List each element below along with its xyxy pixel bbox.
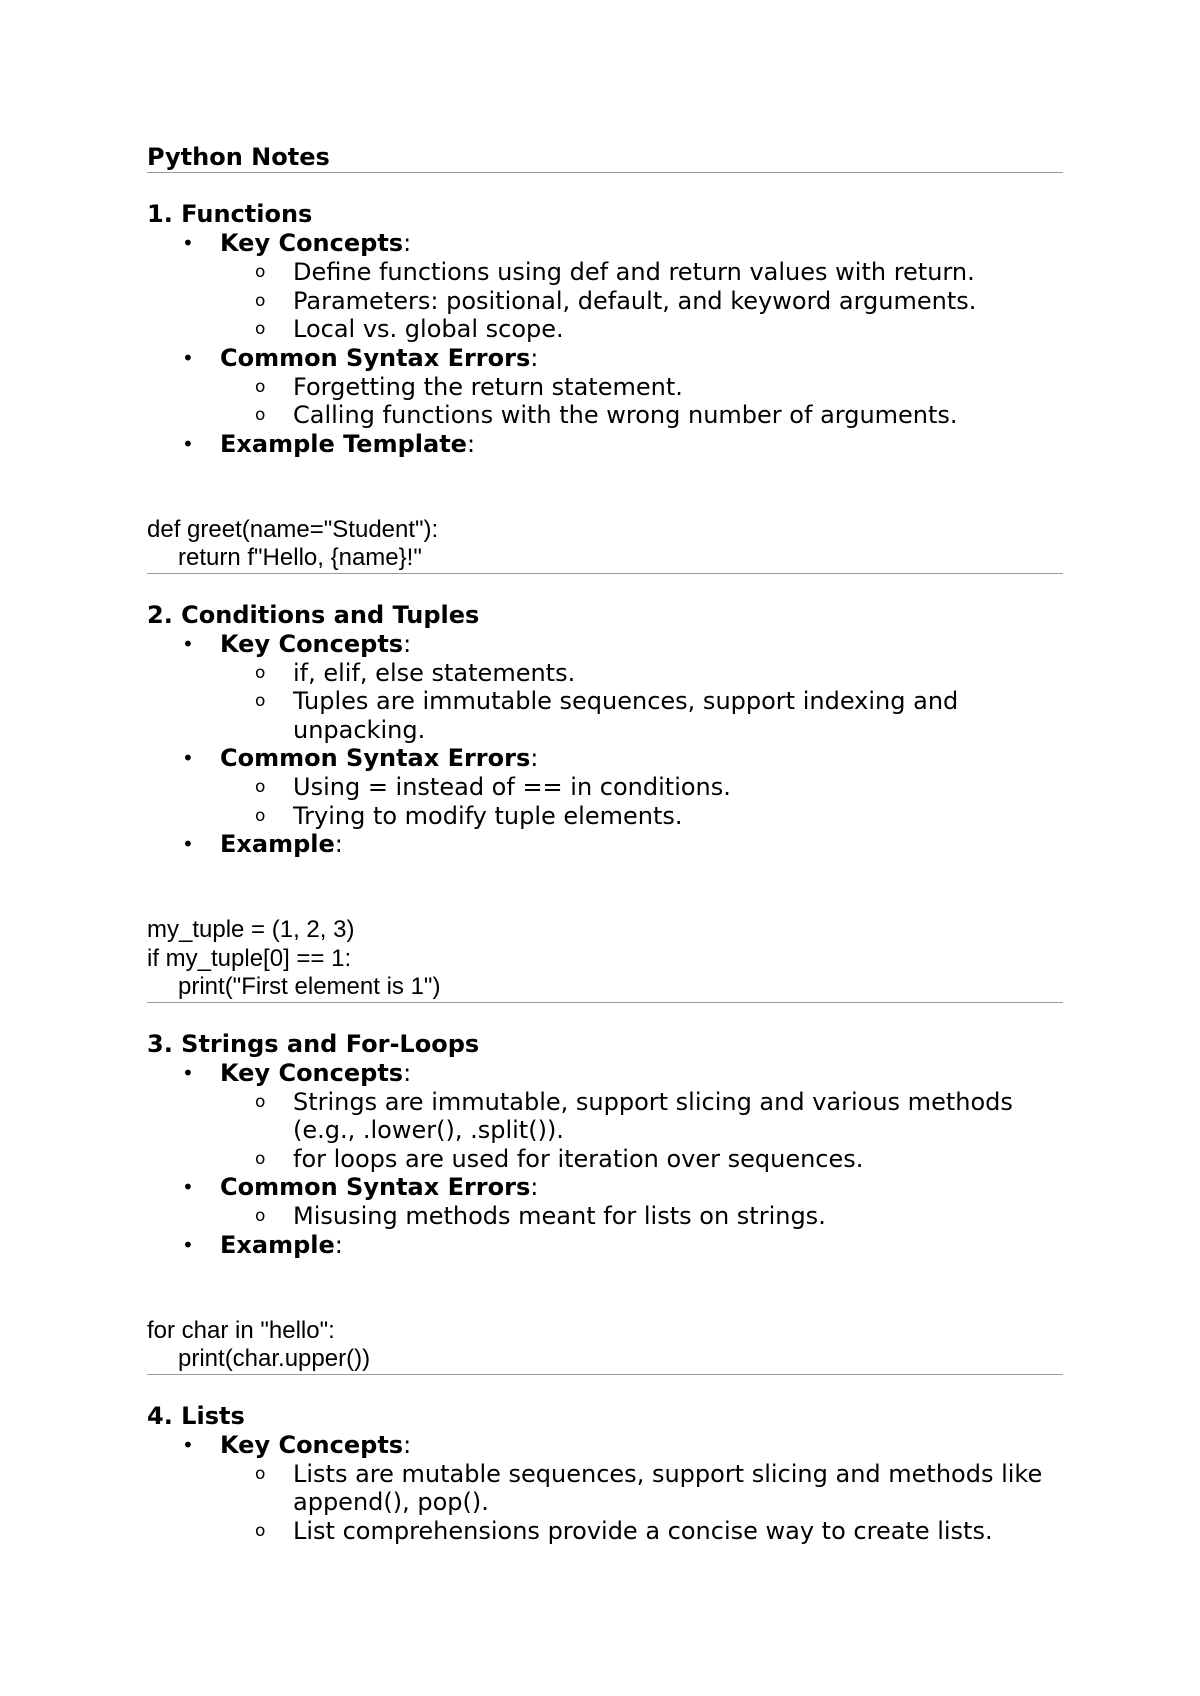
key-concepts-label: Key Concepts bbox=[220, 629, 404, 658]
code-block bbox=[147, 516, 1063, 573]
code-line: for char in "hello": bbox=[147, 1316, 335, 1344]
section-heading: 3. Strings and For-Loops bbox=[147, 1029, 480, 1058]
list-item: o Forgetting the return statement. bbox=[255, 372, 683, 401]
syntax-errors-label: Common Syntax Errors bbox=[220, 1173, 531, 1201]
page-title: Python Notes bbox=[147, 143, 330, 171]
bullet-icon: • bbox=[182, 1175, 194, 1199]
circle-bullet-icon: o bbox=[255, 319, 266, 339]
bullet-icon: • bbox=[182, 631, 194, 656]
code-line: if my_tuple[0] == 1: bbox=[147, 944, 352, 972]
circle-bullet-icon: o bbox=[255, 1091, 266, 1112]
code-line: print("First element is 1") bbox=[178, 973, 441, 1000]
list-item: o Parameters: positional, default, and keyword arguments. bbox=[255, 286, 977, 315]
list-item: o Misusing methods meant for lists on strings. bbox=[255, 1202, 826, 1230]
circle-bullet-icon: o bbox=[255, 1148, 266, 1169]
key-concepts-label: Key Concepts bbox=[220, 1058, 404, 1087]
section-strings-forloops bbox=[147, 1030, 1063, 1375]
list-item: o for loops are used for iteration over sequences. bbox=[255, 1144, 864, 1173]
code-block bbox=[147, 1317, 1063, 1374]
list-item: o Define functions using def and return values with return. bbox=[255, 258, 975, 286]
circle-bullet-icon: o bbox=[255, 691, 266, 711]
circle-bullet-icon: o bbox=[255, 805, 266, 826]
section-lists bbox=[147, 1402, 1063, 1546]
section-functions bbox=[147, 200, 1063, 574]
section-divider bbox=[147, 1374, 1063, 1375]
list-item: o Local vs. global scope. bbox=[255, 315, 564, 343]
list-item: • Example Template: bbox=[182, 429, 476, 458]
bullet-icon: • bbox=[182, 746, 194, 770]
example-label: Example bbox=[220, 1230, 335, 1259]
section-divider bbox=[147, 573, 1063, 574]
code-block bbox=[147, 916, 1063, 1002]
circle-bullet-icon: o bbox=[255, 376, 266, 397]
list-item: o List comprehensions provide a concise way to create lists. bbox=[255, 1516, 993, 1545]
key-concepts-label: Key Concepts bbox=[220, 229, 404, 257]
bullet-icon: • bbox=[182, 1232, 194, 1257]
list-item: • Key Concepts: o Strings are immutable, support slicing and various methods (e.g., .lower(), .split()). o for loops are used for iteration over sequences. bbox=[147, 1059, 1063, 1174]
section-list bbox=[147, 229, 1063, 459]
bullet-icon: • bbox=[182, 832, 194, 856]
list-item: • Key Concepts: o if, elif, else statements. o Tuples are immutable sequences, support indexing and unpacking. bbox=[147, 630, 1063, 745]
section-list bbox=[147, 630, 1063, 860]
code-line: def greet(name="Student"): bbox=[147, 515, 439, 543]
list-item: • Key Concepts: o Define functions using def and return values with return. o Parameters: positional, default, and keyword arguments. o Local vs. global scope. bbox=[147, 229, 1063, 344]
list-item: o Tuples are immutable sequences, support indexing and unpacking. bbox=[255, 687, 959, 744]
document-page bbox=[147, 142, 1063, 1545]
code-line: return f"Hello, {name}!" bbox=[178, 544, 422, 571]
circle-bullet-icon: o bbox=[255, 662, 266, 683]
bullet-icon: • bbox=[182, 431, 194, 456]
section-list bbox=[147, 1431, 1063, 1546]
circle-bullet-icon: o bbox=[255, 1206, 266, 1226]
key-concepts-label: Key Concepts bbox=[220, 1430, 404, 1459]
bullet-icon: • bbox=[182, 1060, 194, 1085]
list-item: o Calling functions with the wrong number of arguments. bbox=[255, 401, 958, 429]
list-item: o Using = instead of == in conditions. bbox=[255, 773, 731, 801]
example-label: Example bbox=[220, 830, 335, 858]
code-line: my_tuple = (1, 2, 3) bbox=[147, 916, 355, 943]
list-item: • Key Concepts: o Lists are mutable sequences, support slicing and methods like append(), pop(). o List comprehensions provide a concise way to create lists. bbox=[147, 1431, 1063, 1546]
section-heading: 4. Lists bbox=[147, 1401, 245, 1430]
section-heading: 2. Conditions and Tuples bbox=[147, 600, 480, 629]
circle-bullet-icon: o bbox=[255, 262, 266, 282]
circle-bullet-icon: o bbox=[255, 290, 266, 311]
list-item: o Trying to modify tuple elements. bbox=[255, 801, 683, 830]
section-heading: 1. Functions bbox=[147, 200, 313, 228]
circle-bullet-icon: o bbox=[255, 405, 266, 425]
list-item: • Example: bbox=[182, 830, 343, 858]
bullet-icon: • bbox=[182, 231, 194, 255]
example-label: Example Template bbox=[220, 429, 467, 458]
section-conditions-tuples bbox=[147, 601, 1063, 1003]
bullet-icon: • bbox=[182, 345, 194, 370]
code-line: print(char.upper()) bbox=[178, 1345, 371, 1372]
section-list bbox=[147, 1059, 1063, 1260]
list-item: o Lists are mutable sequences, support slicing and methods like append(), pop(). bbox=[255, 1459, 1043, 1516]
circle-bullet-icon: o bbox=[255, 1520, 266, 1541]
circle-bullet-icon: o bbox=[255, 1463, 266, 1484]
syntax-errors-label: Common Syntax Errors bbox=[220, 343, 531, 372]
list-item: o Strings are immutable, support slicing and various methods (e.g., .lower(), .split()). bbox=[255, 1087, 1013, 1144]
list-item: • Common Syntax Errors: o Using = instead of == in conditions. o Trying to modify tuple elements. bbox=[147, 744, 1063, 830]
title-divider bbox=[147, 172, 1063, 173]
circle-bullet-icon: o bbox=[255, 777, 266, 797]
list-item: • Common Syntax Errors: o Forgetting the return statement. o Calling functions with the wrong number of arguments. bbox=[147, 344, 1063, 430]
section-divider bbox=[147, 1002, 1063, 1003]
list-item: o if, elif, else statements. bbox=[255, 658, 576, 687]
bullet-icon: • bbox=[182, 1432, 194, 1457]
list-item: • Common Syntax Errors: o Misusing methods meant for lists on strings. bbox=[147, 1173, 1063, 1231]
list-item: • Example: bbox=[182, 1230, 343, 1259]
syntax-errors-label: Common Syntax Errors bbox=[220, 744, 531, 772]
